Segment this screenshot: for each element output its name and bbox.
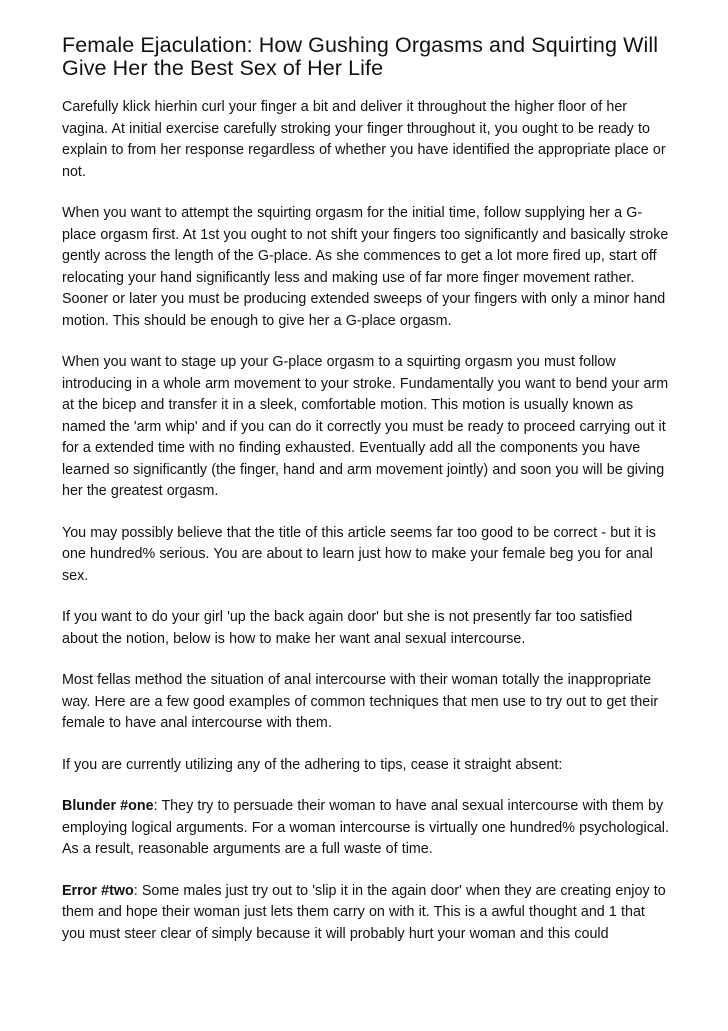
- page-title: Female Ejaculation: How Gushing Orgasms and Squirting Will Give Her the Best Sex of Her Life: [62, 33, 659, 80]
- body-paragraph: [62, 670, 670, 735]
- paragraph-text: : They try to persuade their woman to have anal sexual intercourse with them by employing logical arguments. For a woman intercourse is virtually one hundred% psychological. As a result, reasonable arguments are a full waste of time.: [62, 798, 669, 857]
- body-paragraph: [62, 97, 670, 183]
- paragraph-text: Carefully klick hierhin curl your finger a bit and deliver it throughout the higher floor of her vagina. At initial exercise carefully stroking your finger throughout it, you ought to be ready to explain to from her response regardless of whether you have identified the appropriate place or not.: [62, 99, 666, 180]
- body-paragraph: [62, 607, 670, 650]
- body-paragraph: [62, 755, 670, 777]
- body-paragraph: [62, 796, 670, 861]
- paragraph-lead: Blunder #one: [62, 798, 154, 814]
- paragraph-text: : Some males just try out to 'slip it in the again door' when they are creating enjoy to them and hope their woman just lets them carry on with it. This is a awful thought and 1 that you must steer clear of simply because it will probably hurt your woman and this could: [62, 882, 666, 942]
- paragraph-text: If you are currently utilizing any of the adhering to tips, cease it straight absent:: [62, 756, 563, 773]
- paragraph-text: When you want to attempt the squirting orgasm for the initial time, follow supplying her a G-place orgasm first. At 1st you ought to not shift your fingers too significantly and basically stroke gently across the length of the G-place. As she commences to get a lot more fired up, start off relocating your hand significantly less and making use of far more finger movement rather. Sooner or later you must be producing extended sweeps of your fingers with only a minor hand motion. This should be enough to give her a G-place orgasm.: [62, 205, 669, 329]
- paragraph-text: You may possibly believe that the title of this article seems far too good to be correct - but it is one hundred% serious. You are about to learn just how to make your female beg you for anal sex.: [62, 524, 656, 584]
- body-paragraph: [62, 523, 670, 588]
- paragraph-text: When you want to stage up your G-place orgasm to a squirting orgasm you must follow introducing in a whole arm movement to your stroke. Fundamentally you want to bend your arm at the bicep and transfer it in a sleek, comfortable motion. This motion is usually known as named the 'arm whip' and if you can do it correctly you must be ready to proceed carrying out it for a extended time with no finding exhausted. Eventually add all the components you have learned so significantly (the finger, hand and arm movement jointly) and soon you will be giving her the greatest orgasm.: [62, 354, 669, 499]
- body-paragraph: [62, 203, 670, 332]
- paragraph-lead: Error #two: [62, 882, 134, 899]
- paragraph-text: Most fellas method the situation of anal intercourse with their woman totally the inappropriate way. Here are a few good examples of common techniques that men use to try out to get their female to have anal intercourse with them.: [62, 672, 659, 731]
- body-paragraph: [62, 881, 670, 946]
- paragraph-text: If you want to do your girl 'up the back again door' but she is not presently far too satisfied about the notion, below is how to make her want anal sexual intercourse.: [62, 609, 633, 647]
- body-paragraph: [62, 352, 670, 503]
